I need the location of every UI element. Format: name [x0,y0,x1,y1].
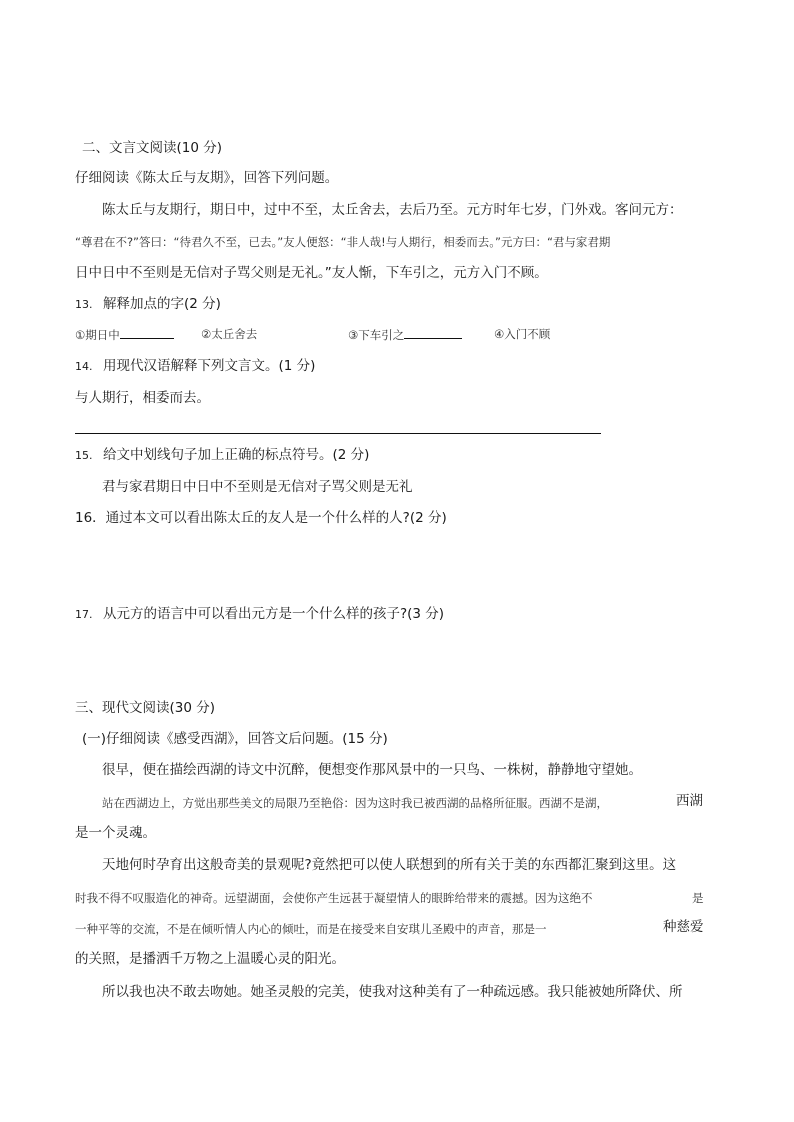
question-13 [75,294,221,315]
question-number: 14. [75,360,93,373]
article-paragraph-2-line-2: 是一个灵魂。 [75,825,156,841]
question-text: 用现代汉语解释下列文言文。(1 分) [103,358,316,374]
answer-blank[interactable] [120,324,174,339]
passage-line-1: 陈太丘与友期行，期日中，过中不至，太丘舍去，去后乃至。元方时年七岁，门外戏。客问元方： [102,202,683,218]
section2-heading: 二、文言文阅读(10 分) [82,140,223,156]
question-13-options [75,324,595,344]
question-number: 17. [75,608,93,621]
passage-line-2: “尊君在不?”答曰：“待君久不至，已去。”友人便怒：“非人哉!与人期行，相委而去。”元方曰：“君与家君期 [75,235,611,249]
article-paragraph-3-line-2-tail: 是 [692,891,704,905]
question-text: 解释加点的字(2 分) [103,296,221,312]
option-1: ①期日中 [75,324,174,345]
article-paragraph-2-tail: 西湖 [676,793,703,809]
section3-heading: 三、现代文阅读(30 分) [75,700,216,716]
question-number: 13. [75,298,93,311]
article-paragraph-3-line-4: 的关照，是播洒千万物之上温暖心灵的阳光。 [75,951,345,967]
option-4: ④入门不顾 [494,327,551,341]
question-14-sentence: 与人期行，相委而去。 [75,390,210,406]
section2-instruction: 仔细阅读《陈太丘与友期》，回答下列问题。 [75,170,339,186]
article-paragraph-3-line-2: 时我不得不叹服造化的神奇。远望湖面，会使你产生远甚于凝望情人的眼眸给带来的震撼。因为这绝不 [75,891,593,905]
question-17 [75,604,444,625]
question-text: 从元方的语言中可以看出元方是一个什么样的孩子?(3 分) [103,606,445,622]
option-3: ③下车引之 [348,324,462,345]
article-paragraph-3-line-1: 天地何时孕育出这般奇美的景观呢?竟然把可以使人联想到的所有关于美的东西都汇聚到这里。这 [102,857,677,873]
passage-line-3: 日中日中不至则是无信对子骂父则是无礼。”友人惭，下车引之，元方入门不顾。 [75,265,548,281]
article-paragraph-3-line-3: 一种平等的交流，不是在倾听情人内心的倾吐，而是在接受来自安琪儿圣殿中的声音，那是一 [75,922,547,936]
article-paragraph-4: 所以我也决不敢去吻她。她圣灵般的完美，使我对这种美有了一种疏远感。我只能被她所降伏、所 [102,984,683,1000]
question-text: 给文中划线句子加上正确的标点符号。(2 分) [103,447,370,463]
question-15 [75,445,369,466]
article-paragraph-1: 很早，便在描绘西湖的诗文中沉醉，便想变作那风景中的一只鸟、一株树，静静地守望她。 [102,762,642,778]
option-2: ②太丘舍去 [201,327,258,341]
question-14 [75,356,315,377]
article-paragraph-2-line-1: 站在西湖边上，方觉出那些美文的局限乃至艳俗：因为这时我已被西湖的品格所征服。西湖不是湖， [102,796,608,810]
answer-blank[interactable] [404,324,462,339]
article-paragraph-3-line-3-tail: 种慈爱 [663,919,704,935]
question-number: 15. [75,449,93,462]
question-15-sentence: 君与家君期日中日中不至则是无信对子骂父则是无礼 [102,479,413,495]
section3-sub-heading: (一)仔细阅读《感受西湖》，回答文后问题。(15 分) [82,731,388,747]
question-16: 16．通过本文可以看出陈太丘的友人是一个什么样的人?(2 分) [75,510,447,526]
answer-line[interactable] [75,433,601,434]
